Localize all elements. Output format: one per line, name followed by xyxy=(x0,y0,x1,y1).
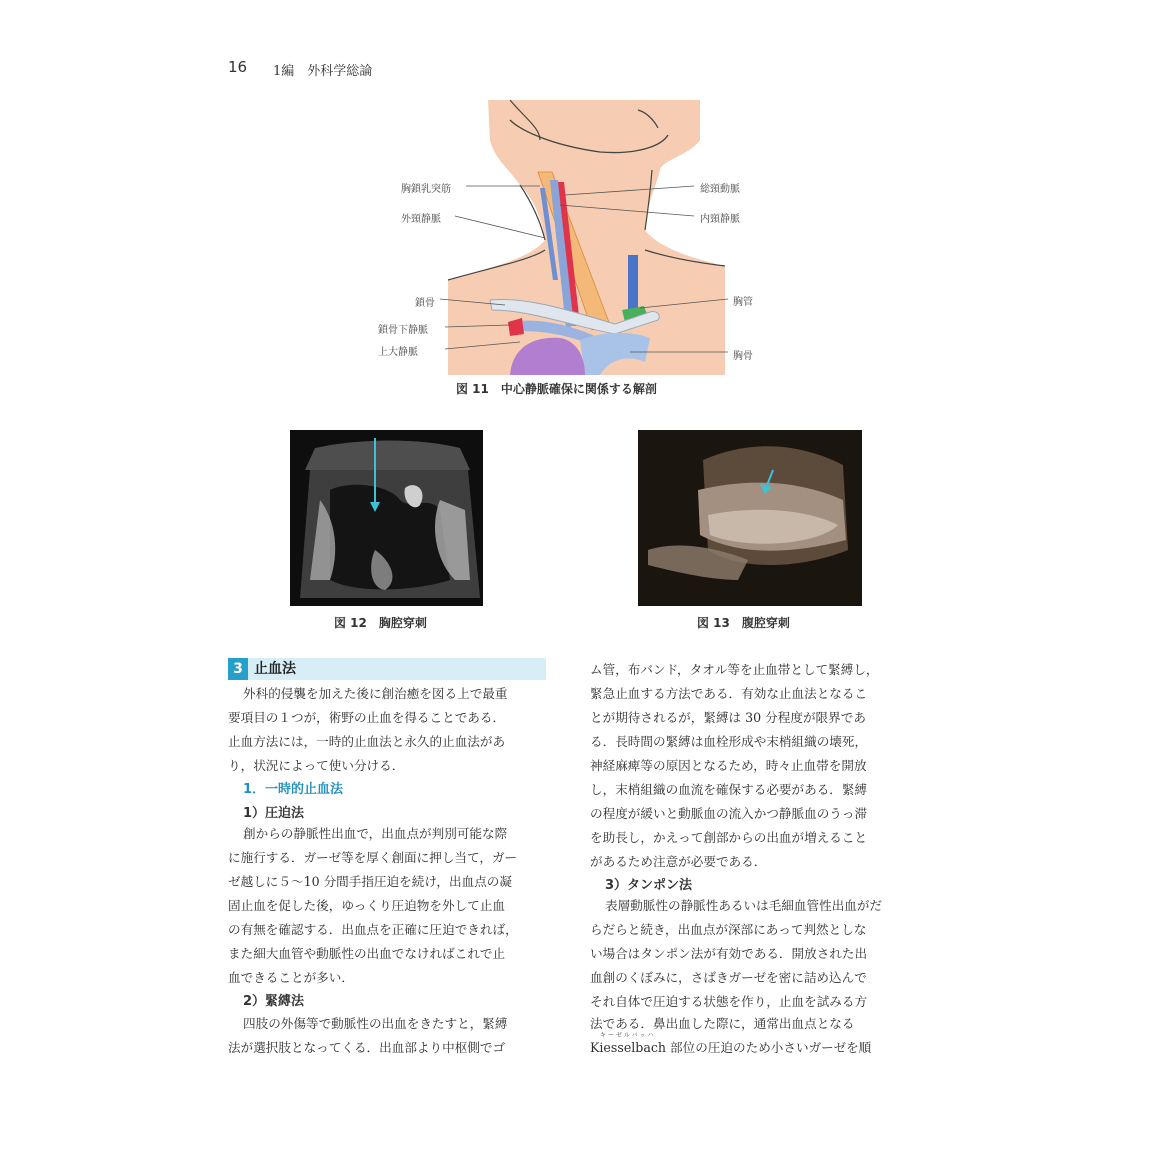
subheading-temporary-hemostasis: 1．一時的止血法 xyxy=(243,782,344,797)
figure12-caption: 図 12 胸腔穿刺 xyxy=(334,616,427,630)
left-intro-line: 外科的侵襲を加えた後に創治癒を図る上で最重 xyxy=(243,686,508,701)
right-p2-line: 法である．鼻出血した際に，通常出血点となる xyxy=(590,1016,855,1031)
subheading-tampon: 3）タンポン法 xyxy=(605,878,693,893)
page-number: 16 xyxy=(228,58,248,76)
left-p1-line: の有無を確認する．出血点を正確に圧迫できれば， xyxy=(228,922,518,937)
left-p2-line: 法が選択肢となってくる．出血部より中枢側でゴ xyxy=(228,1040,506,1055)
label-int-jugular: 内頸静脈 xyxy=(700,214,740,225)
left-p1-line: 創からの静脈性出血で，出血点が判別可能な際 xyxy=(243,826,508,841)
ultrasound-image-abdominal xyxy=(638,430,862,606)
right-p2-line: 血創のくぼみに，さばきガーゼを密に詰め込んで xyxy=(590,970,867,985)
label-clavicle: 鎖骨 xyxy=(415,298,435,309)
label-sternum: 胸骨 xyxy=(733,351,753,362)
right-p1-line: る．長時間の緊縛は血栓形成や末梢組織の壊死， xyxy=(590,734,868,749)
figure11-caption: 図 11 中心静脈確保に関係する解剖 xyxy=(456,382,657,396)
left-intro-line: 要項目の１つが，術野の止血を得ることである． xyxy=(228,710,506,725)
label-ext-jugular: 外頸静脈 xyxy=(401,214,441,225)
right-p1-line: があるため注意が必要である． xyxy=(590,854,767,869)
right-p1-line: の程度が緩いと動脈血の流入かつ静脈血のうっ滞 xyxy=(590,806,868,821)
right-p2-line: らだらと続き，出血点が深部にあって判然としな xyxy=(590,922,867,937)
ultrasound-image-thoracic xyxy=(290,430,483,606)
right-p2-line: それ自体で圧迫する状態を作り，止血を試みる方 xyxy=(590,994,868,1009)
right-p2-line: い場合はタンポン法が有効である．開放された出 xyxy=(590,946,868,961)
label-carotid: 総頸動脈 xyxy=(700,184,740,195)
subheading-compression: 1）圧迫法 xyxy=(243,806,305,821)
left-p1-line: 血できることが多い． xyxy=(228,970,354,985)
left-p1-line: ゼ越しに５〜10 分間手指圧迫を続け，出血点の凝 xyxy=(228,874,512,889)
right-p1-line: し，末梢組織の血流を確保する必要がある．緊縛 xyxy=(590,782,868,797)
left-intro-line: り，状況によって使い分ける． xyxy=(228,758,405,773)
left-intro-line: 止血方法には，一時的止血法と永久的止血法があ xyxy=(228,734,506,749)
left-p1-line: に施行する．ガーゼ等を厚く創面に押し当て，ガー xyxy=(228,850,518,865)
right-p1-line: 神経麻痺等の原因となるため，時々止血帯を開放 xyxy=(590,758,867,773)
left-p1-line: また細大血管や動脈性の出血でなければこれで止 xyxy=(228,946,506,961)
right-p2-line: Kiesselbach 部位の圧迫のため小さいガーゼを順 xyxy=(590,1040,872,1055)
ruby-annotation: キーゼルバッハ xyxy=(600,1032,656,1039)
figure13-caption: 図 13 腹腔穿刺 xyxy=(697,616,790,630)
right-p1-line: とが期待されるが，緊縛は 30 分程度が限界であ xyxy=(590,710,866,725)
figure11-leader-lines xyxy=(0,0,1150,420)
right-p1-line: 緊急止血する方法である．有効な止血法となるこ xyxy=(590,686,868,701)
label-thoracic-duct: 胸管 xyxy=(733,297,753,308)
label-scm: 胸鎖乳突筋 xyxy=(401,184,451,195)
right-p2-line: 表層動脈性の静脈性あるいは毛細血管性出血がだ xyxy=(605,898,883,913)
left-p1-line: 固止血を促した後，ゆっくり圧迫物を外して止血 xyxy=(228,898,505,913)
section-number: 3 xyxy=(228,658,248,680)
subheading-tourniquet: 2）緊縛法 xyxy=(243,994,305,1009)
left-p2-line: 四肢の外傷等で動脈性の出血をきたすと，緊縛 xyxy=(243,1016,508,1031)
right-p1-line: ム管，布バンド，タオル等を止血帯として緊縛し， xyxy=(590,662,879,677)
section-title: 止血法 xyxy=(254,661,296,677)
label-svc: 上大静脈 xyxy=(378,347,418,358)
label-subclavian-vein: 鎖骨下静脈 xyxy=(378,325,428,336)
right-p1-line: を助長し，かえって創部からの出血が増えること xyxy=(590,830,868,845)
running-header: 1編 外科学総論 xyxy=(273,64,373,79)
